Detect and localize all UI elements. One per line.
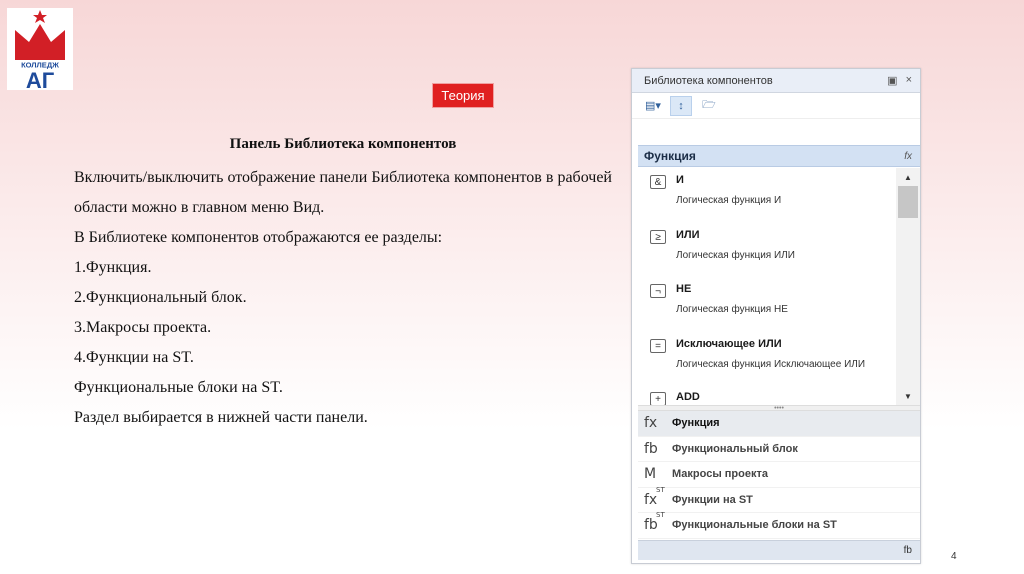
nav-label: Функции на ST (672, 493, 753, 506)
nav-item-project-macros[interactable] (638, 462, 920, 488)
function-block-icon: fb (644, 440, 658, 457)
item-desc: Логическая функция ИЛИ (676, 250, 795, 261)
and-gate-icon: & (650, 175, 666, 189)
slide-title: Панель Библиотека компонентов (229, 136, 457, 152)
st-function-icon: fx ST (644, 485, 665, 508)
section-nav (638, 411, 920, 539)
item-desc: Логическая функция И (676, 195, 782, 206)
theory-badge: Теория (432, 83, 494, 108)
slide-line: В Библиотеке компонентов отображаются ее разделы: (74, 229, 443, 246)
item-name: И (676, 174, 684, 186)
nav-label: Макросы проекта (672, 468, 768, 481)
nav-item-st-function-blocks[interactable] (638, 513, 920, 539)
sort-icon[interactable]: ↕ (670, 96, 692, 116)
nav-label: Функциональный блок (672, 442, 798, 455)
slide-line: 1.Функция. (74, 259, 152, 276)
nav-label: Функциональные блоки на ST (672, 519, 837, 532)
item-name: ИЛИ (676, 229, 700, 241)
panel-titlebar (632, 69, 920, 93)
scroll-up-icon[interactable]: ▲ (904, 172, 912, 182)
st-function-block-icon: fb ST (644, 511, 665, 534)
panel-toolbar (632, 93, 920, 119)
slide-line: 2.Функциональный блок. (74, 289, 247, 306)
nav-item-st-functions[interactable] (638, 485, 920, 514)
component-library-panel (631, 68, 921, 564)
add-block-icon: + (650, 392, 666, 405)
nav-item-function[interactable] (638, 411, 920, 437)
page-number: 4 (951, 551, 957, 562)
section-header-label: Функция (644, 149, 696, 163)
not-gate-icon: ¬ (650, 284, 666, 298)
function-icon: fx (904, 150, 912, 162)
item-name: Исключающее ИЛИ (676, 338, 782, 350)
svg-text:АГ: АГ (25, 68, 55, 90)
item-name: НЕ (676, 283, 692, 295)
item-desc: Логическая функция Исключающее ИЛИ (676, 359, 866, 370)
scroll-thumb[interactable] (898, 186, 918, 218)
panel-title: Библиотека компонентов (644, 74, 773, 87)
slide-line: Функциональные блоки на ST. (74, 379, 283, 396)
pin-icon[interactable]: ▣ (887, 75, 898, 87)
slide-paragraph: Включить/выключить отображение панели Библиотека компонентов в рабочей области можно в главном меню Вид. (74, 169, 612, 216)
list-scrollbar[interactable] (896, 168, 920, 405)
nav-label: Функция (672, 417, 720, 430)
panel-bottom-bar (638, 540, 920, 560)
slide-line: 3.Макросы проекта. (74, 319, 212, 336)
macro-icon: M (644, 466, 657, 483)
function-block-icon[interactable]: fb (903, 545, 912, 556)
folder-icon[interactable]: 🗁 (702, 99, 716, 111)
svg-text:КОЛЛЕДЖ: КОЛЛЕДЖ (21, 60, 59, 70)
close-icon[interactable]: × (905, 74, 912, 86)
item-desc: Логическая функция НЕ (676, 304, 788, 315)
scroll-down-icon[interactable]: ▼ (904, 391, 912, 401)
slide-line: Раздел выбирается в нижней части панели. (74, 409, 368, 426)
item-name: ADD (676, 391, 700, 403)
section-header (638, 145, 920, 167)
component-list (638, 168, 920, 405)
slide-line: 4.Функции на ST. (74, 349, 194, 366)
or-gate-icon: ≥ (650, 230, 666, 244)
slide-text (74, 136, 612, 433)
college-logo (7, 8, 73, 90)
function-icon: fx (644, 415, 658, 432)
nav-item-function-block[interactable] (638, 437, 920, 463)
panel-splitter[interactable]: •••• (638, 405, 920, 411)
view-mode-icon[interactable]: ▤▾ (645, 100, 661, 112)
xor-gate-icon: = (650, 339, 666, 353)
